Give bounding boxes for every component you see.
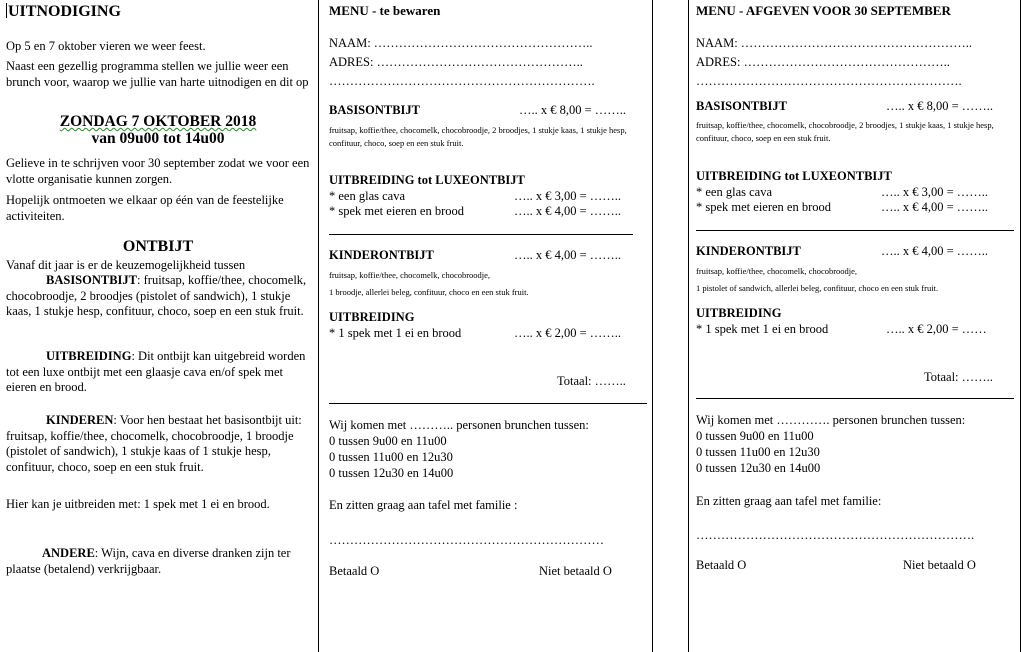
uitb-title: UITBREIDING (329, 310, 415, 324)
column-divider (652, 0, 653, 652)
uitb-title: UITBREIDING (696, 306, 782, 320)
andere-description: ANDERE: Wijn, cava en diverse dranken zijn ter plaatse (betalend) verkrijgbaar. (6, 546, 291, 576)
adres-line-2[interactable]: ………………………………………………………. (696, 74, 962, 88)
basis-desc: fruitsap, koffie/thee, chocomelk, chocobroodje, 2 broodjes, 1 stukje kaas, 1 stukje hesp, confituur, choco, soep en een stuk fruit. (696, 120, 994, 143)
niet-betaald-option[interactable]: Niet betaald O (539, 564, 612, 578)
ontbijt-heading: ONTBIJT (122, 238, 194, 255)
kinder-title: KINDERONTBIJT (329, 248, 434, 262)
betaald-option[interactable]: Betaald O (696, 558, 747, 572)
invitation-title-wrap (6, 3, 121, 21)
spek-label: * spek met eieren en brood (329, 204, 465, 218)
familie-field[interactable]: ………………………………………………………… (329, 533, 604, 547)
uitb-label: * 1 spek met 1 ei en brood (696, 322, 829, 336)
slot-option-1[interactable]: 0 tussen 9u00 en 11u00 (696, 429, 814, 443)
naam-field[interactable]: NAAM: ……………………………………………….. (696, 36, 973, 50)
menu-return-title: MENU - AFGEVEN VOOR 30 SEPTEMBER (696, 3, 951, 18)
kinder-desc-2: 1 pistolet of sandwich, allerlei beleg, confituur, choco en een stuk fruit. (696, 283, 939, 293)
cava-label: * een glas cava (329, 189, 406, 203)
basis-description: BASISONTBIJT: fruitsap, koffie/thee, chocomelk, chocobroodje, 2 broodjes (pistolet of sandwich), 1 stukje kaas, 1 stukje hesp, confituur, choco, soep en een stuk fruit. (6, 273, 307, 318)
divider (696, 398, 1014, 399)
familie-label: En zitten graag aan tafel met familie : (329, 498, 518, 512)
niet-betaald-option[interactable]: Niet betaald O (903, 558, 976, 572)
slot-option-2[interactable]: 0 tussen 11u00 en 12u30 (329, 450, 453, 464)
basis-desc: fruitsap, koffie/thee, chocomelk, chocobroodje, 2 broodjes, 1 stukje kaas, 1 stukje hesp, confituur, choco, soep en een stuk fruit. (329, 125, 627, 148)
naam-field[interactable]: NAAM: …………………………………………….. (329, 36, 593, 50)
adres-field[interactable]: ADRES: ………………………………………….. (329, 55, 583, 69)
divider (329, 403, 647, 404)
betaald-option[interactable]: Betaald O (329, 564, 380, 578)
spek-price[interactable]: ….. x € 4,00 = …….. (514, 204, 622, 218)
lux-title: UITBREIDING tot LUXEONTBIJT (329, 173, 525, 187)
cava-price[interactable]: ….. x € 3,00 = …….. (514, 189, 622, 203)
slot-option-2[interactable]: 0 tussen 11u00 en 12u30 (696, 445, 820, 459)
komen-line[interactable]: Wij komen met ……….. personen brunchen tussen: (329, 418, 589, 432)
kinderen-extra: Hier kan je uitbreiden met: 1 spek met 1 ei en brood. (6, 497, 270, 511)
uitb-price[interactable]: ….. x € 2,00 = …….. (514, 326, 622, 340)
invitation-intro: Op 5 en 7 oktober vieren we weer feest. (6, 39, 206, 53)
kinder-title: KINDERONTBIJT (696, 244, 801, 258)
slot-option-3[interactable]: 0 tussen 12u30 en 14u00 (329, 466, 454, 480)
menu-return-column (696, 0, 1014, 652)
invitation-title: UITNODIGING (8, 3, 121, 20)
column-divider (1020, 0, 1021, 652)
menu-keep-column (329, 0, 647, 652)
spek-label: * spek met eieren en brood (696, 200, 832, 214)
familie-label: En zitten graag aan tafel met familie: (696, 494, 882, 508)
basis-title: BASISONTBIJT (329, 103, 421, 117)
slot-option-1[interactable]: 0 tussen 9u00 en 11u00 (329, 434, 447, 448)
basis-price[interactable]: ….. x € 8,00 = …….. (519, 103, 627, 117)
komen-line[interactable]: Wij komen met …………. personen brunchen tussen: (696, 413, 966, 427)
familie-field[interactable]: …………………………………………………………. (696, 528, 975, 542)
cava-label: * een glas cava (696, 185, 773, 199)
column-divider (318, 0, 319, 652)
slot-option-3[interactable]: 0 tussen 12u30 en 14u00 (696, 461, 821, 475)
spek-price[interactable]: ….. x € 4,00 = …….. (881, 200, 989, 214)
registration-note: Gelieve in te schrijven voor 30 september zodat we voor een vlotte organisatie kunnen zorgen. (6, 156, 310, 186)
ontbijt-intro: Vanaf dit jaar is er de keuzemogelijkheid tussen (6, 258, 246, 272)
totaal[interactable]: Totaal: …….. (924, 370, 993, 384)
divider (329, 234, 633, 235)
divider (696, 230, 1014, 231)
totaal[interactable]: Totaal: …….. (557, 374, 626, 388)
adres-field[interactable]: ADRES: ………………………………………….. (696, 55, 950, 69)
event-hours: van 09u00 tot 14u00 (91, 130, 225, 147)
kinder-price[interactable]: ….. x € 4,00 = …….. (514, 248, 622, 262)
kinder-price[interactable]: ….. x € 4,00 = …….. (881, 244, 989, 258)
event-date (6, 113, 310, 147)
invitation-paragraph: Naast een gezellig programma stellen we jullie weer een brunch voor, waarop we jullie van harte uitnodigen en dit op (6, 59, 309, 89)
kinder-desc-1: fruitsap, koffie/thee, chocomelk, chocobroodje, (329, 270, 491, 280)
kinder-desc-2: 1 broodje, allerlei beleg, confituur, choco en een stuk fruit. (329, 287, 529, 297)
kinderen-description: KINDEREN: Voor hen bestaat het basisontbijt uit: fruitsap, koffie/thee, chocomelk, chocobroodje, 1 broodje (pistolet of sandwich), 1 stukje kaas of 1 stukje hesp, confituur, choco, soep en een stuk fruit. (6, 413, 302, 474)
basis-price[interactable]: ….. x € 8,00 = …….. (886, 99, 994, 113)
basis-title: BASISONTBIJT (696, 99, 788, 113)
cava-price[interactable]: ….. x € 3,00 = …….. (881, 185, 989, 199)
closing-note: Hopelijk ontmoeten we elkaar op één van de feestelijke activiteiten. (6, 193, 284, 223)
event-day: ZONDAG 7 OKTOBER 2018 (59, 113, 257, 130)
column-divider (688, 0, 689, 652)
uitb-price[interactable]: ….. x € 2,00 = …… (886, 322, 987, 336)
text-cursor (6, 3, 7, 18)
menu-keep-title: MENU - te bewaren (329, 3, 441, 18)
uitbreiding-description: UITBREIDING: Dit ontbijt kan uitgebreid worden tot een luxe ontbijt met een glaasje cava en/of spek met eieren en brood. (6, 349, 306, 394)
uitb-label: * 1 spek met 1 ei en brood (329, 326, 462, 340)
kinder-desc-1: fruitsap, koffie/thee, chocomelk, chocobroodje, (696, 266, 858, 276)
lux-title: UITBREIDING tot LUXEONTBIJT (696, 169, 892, 183)
adres-line-2[interactable]: ………………………………………………………. (329, 74, 595, 88)
